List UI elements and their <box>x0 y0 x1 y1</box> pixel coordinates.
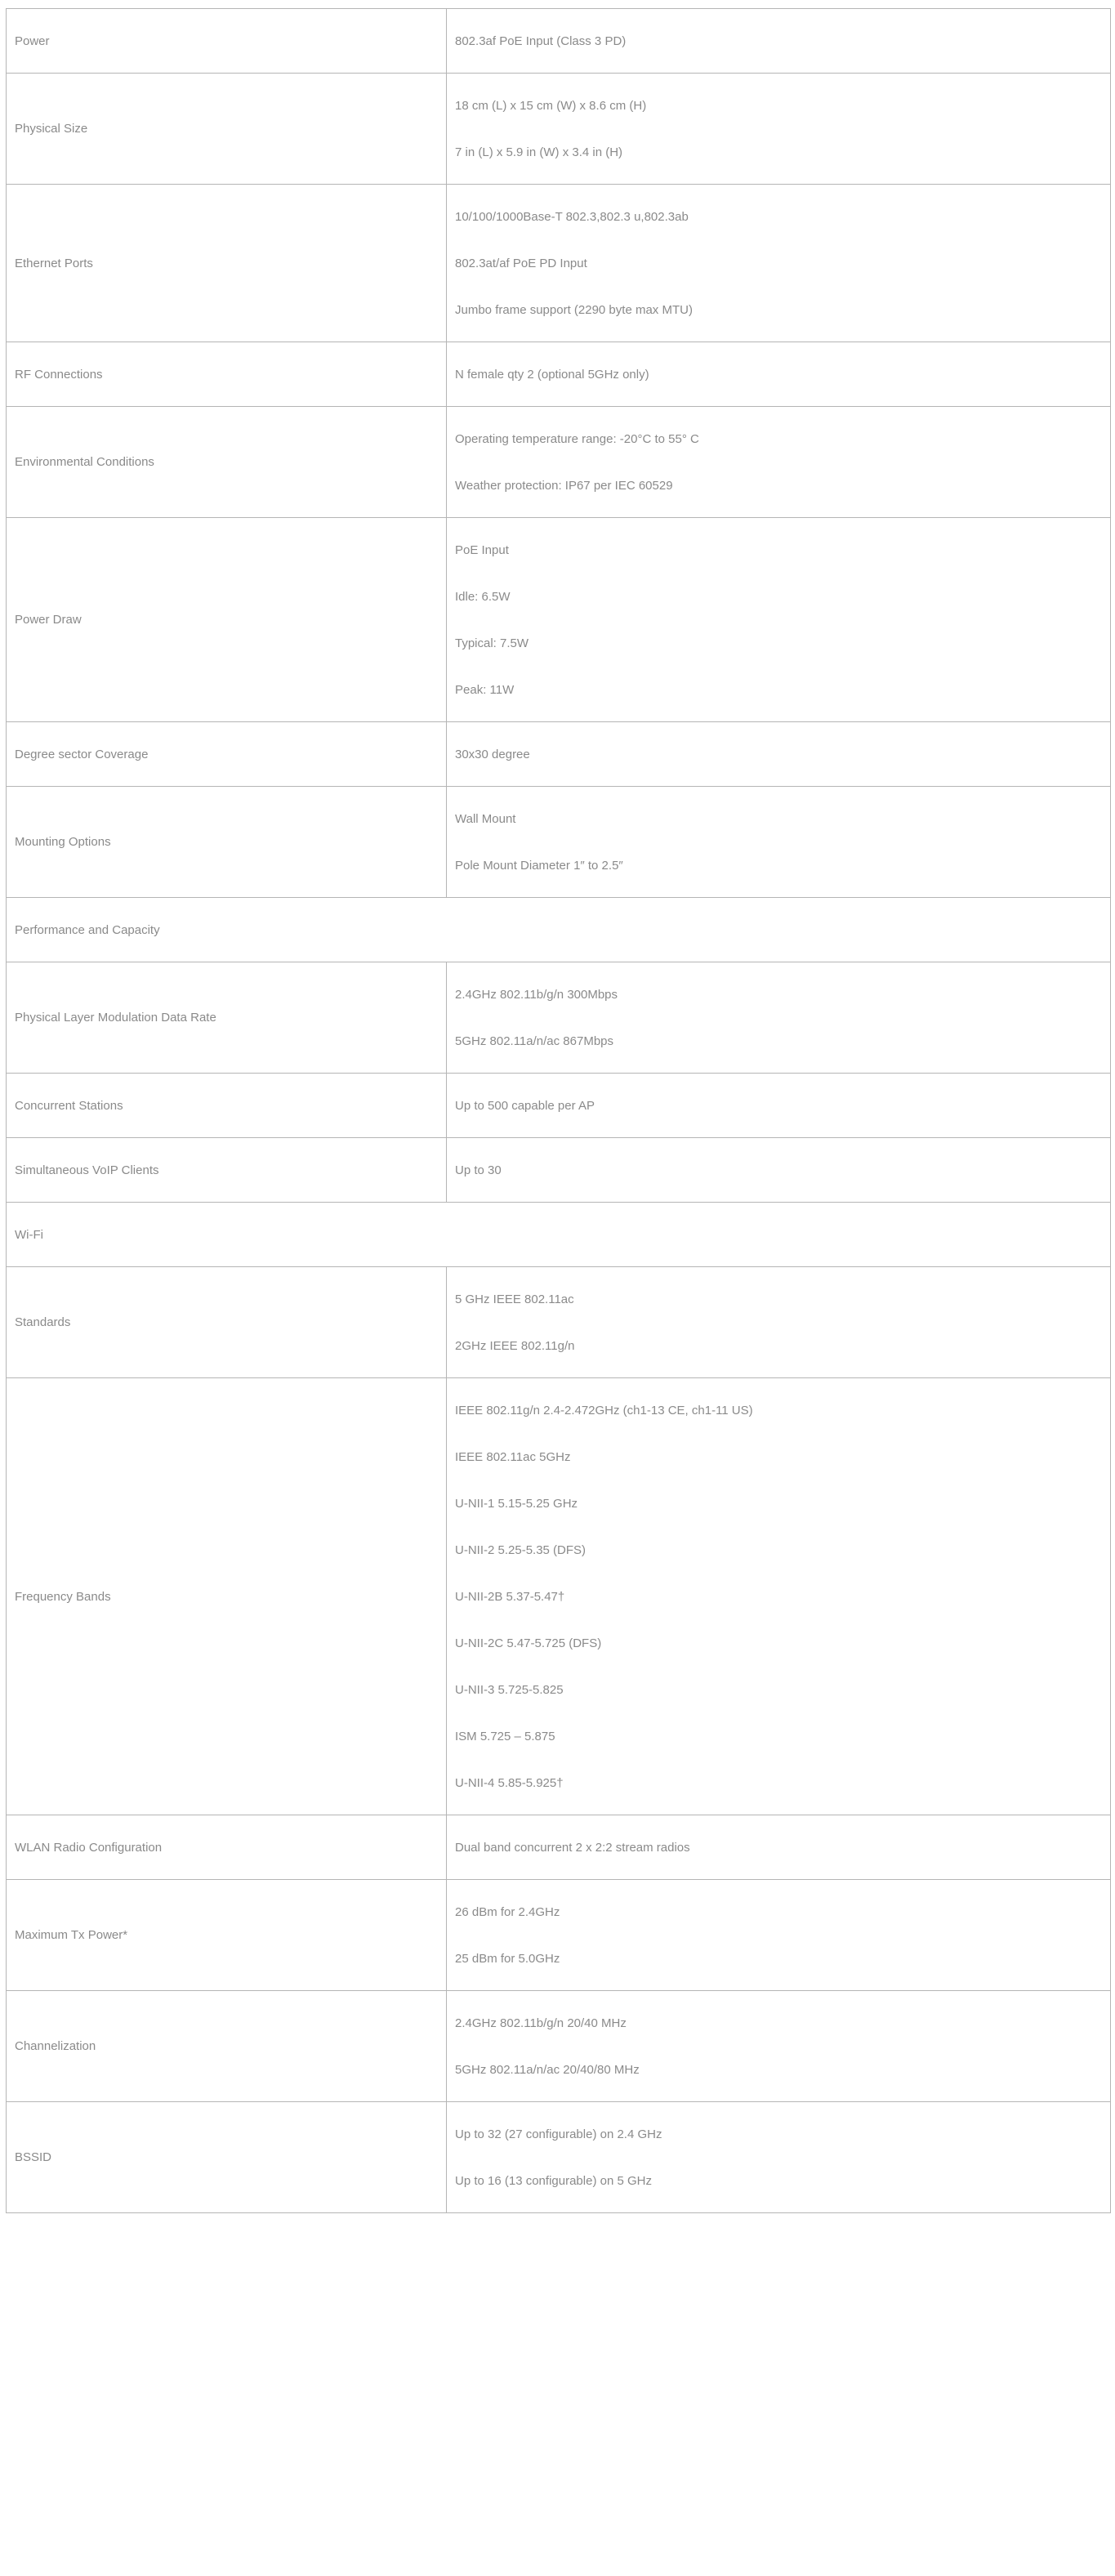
spec-value: 802.3at/af PoE PD Input <box>455 256 587 270</box>
spec-row <box>7 9 1111 74</box>
spec-value: Up to 30 <box>455 1163 502 1177</box>
spec-value: Idle: 6.5W <box>455 589 511 604</box>
spec-row <box>7 74 1111 185</box>
spec-value: 18 cm (L) x 15 cm (W) x 8.6 cm (H) <box>455 98 647 113</box>
spec-label: WLAN Radio Configuration <box>7 1815 447 1880</box>
spec-value: U-NII-1 5.15-5.25 GHz <box>455 1496 578 1511</box>
spec-value: Peak: 11W <box>455 682 515 697</box>
spec-row <box>7 1378 1111 1815</box>
spec-value-cell <box>447 2102 1111 2213</box>
spec-value: N female qty 2 (optional 5GHz only) <box>455 367 649 382</box>
spec-value: Pole Mount Diameter 1″ to 2.5″ <box>455 858 623 873</box>
spec-value: Weather protection: IP67 per IEC 60529 <box>455 478 673 493</box>
spec-value-cell <box>447 9 1111 74</box>
spec-value-cell <box>447 1267 1111 1378</box>
spec-row <box>7 1267 1111 1378</box>
spec-value: U-NII-2B 5.37-5.47† <box>455 1589 565 1604</box>
spec-value: 26 dBm for 2.4GHz <box>455 1904 560 1919</box>
spec-row <box>7 1991 1111 2102</box>
spec-value: 5GHz 802.11a/n/ac 20/40/80 MHz <box>455 2062 640 2077</box>
spec-value: 30x30 degree <box>455 747 530 761</box>
spec-row <box>7 1880 1111 1991</box>
spec-label: Maximum Tx Power* <box>7 1880 447 1991</box>
spec-label: Environmental Conditions <box>7 407 447 518</box>
spec-value-cell <box>447 722 1111 787</box>
spec-value: Typical: 7.5W <box>455 636 529 650</box>
spec-label: BSSID <box>7 2102 447 2213</box>
spec-label: Power <box>7 9 447 74</box>
section-header-row <box>7 1203 1111 1267</box>
spec-value-cell <box>447 1815 1111 1880</box>
spec-table-body <box>7 9 1111 2213</box>
spec-value: 2.4GHz 802.11b/g/n 300Mbps <box>455 987 618 1002</box>
spec-value: Up to 16 (13 configurable) on 5 GHz <box>455 2173 652 2188</box>
spec-value: Operating temperature range: -20°C to 55° C <box>455 431 699 446</box>
spec-label: Standards <box>7 1267 447 1378</box>
spec-value: Wall Mount <box>455 811 516 826</box>
spec-value: 7 in (L) x 5.9 in (W) x 3.4 in (H) <box>455 145 623 159</box>
spec-row <box>7 2102 1111 2213</box>
spec-value: 10/100/1000Base-T 802.3,802.3 u,802.3ab <box>455 209 689 224</box>
spec-value-cell <box>447 1074 1111 1138</box>
spec-value: 25 dBm for 5.0GHz <box>455 1951 560 1966</box>
spec-label: Ethernet Ports <box>7 185 447 342</box>
spec-row <box>7 1074 1111 1138</box>
spec-value: IEEE 802.11ac 5GHz <box>455 1449 571 1464</box>
spec-value: Up to 500 capable per AP <box>455 1098 595 1113</box>
spec-value: 5 GHz IEEE 802.11ac <box>455 1292 574 1306</box>
spec-value-cell <box>447 1991 1111 2102</box>
spec-value-cell <box>447 787 1111 898</box>
spec-row <box>7 185 1111 342</box>
spec-row <box>7 722 1111 787</box>
spec-value: U-NII-3 5.725-5.825 <box>455 1682 564 1697</box>
spec-label: Power Draw <box>7 518 447 722</box>
spec-table <box>6 8 1111 2213</box>
spec-value: 5GHz 802.11a/n/ac 867Mbps <box>455 1034 614 1048</box>
spec-value-cell <box>447 1880 1111 1991</box>
spec-value: PoE Input <box>455 542 509 557</box>
spec-label: Physical Size <box>7 74 447 185</box>
spec-row <box>7 1138 1111 1203</box>
spec-label: Simultaneous VoIP Clients <box>7 1138 447 1203</box>
spec-row <box>7 962 1111 1074</box>
spec-value: U-NII-2 5.25-5.35 (DFS) <box>455 1542 586 1557</box>
section-header-row <box>7 898 1111 962</box>
spec-label: RF Connections <box>7 342 447 407</box>
spec-value-cell <box>447 1138 1111 1203</box>
section-header: Performance and Capacity <box>7 898 1111 962</box>
spec-value: 2.4GHz 802.11b/g/n 20/40 MHz <box>455 2016 627 2030</box>
spec-row <box>7 342 1111 407</box>
spec-value-cell <box>447 185 1111 342</box>
spec-row <box>7 787 1111 898</box>
spec-value: 2GHz IEEE 802.11g/n <box>455 1338 575 1353</box>
spec-value: 802.3af PoE Input (Class 3 PD) <box>455 33 627 48</box>
spec-value-cell <box>447 518 1111 722</box>
spec-label: Frequency Bands <box>7 1378 447 1815</box>
spec-label: Concurrent Stations <box>7 1074 447 1138</box>
section-header: Wi-Fi <box>7 1203 1111 1267</box>
spec-value: Up to 32 (27 configurable) on 2.4 GHz <box>455 2127 662 2141</box>
spec-value-cell <box>447 1378 1111 1815</box>
spec-value: U-NII-4 5.85-5.925† <box>455 1775 564 1790</box>
spec-value: Jumbo frame support (2290 byte max MTU) <box>455 302 693 317</box>
spec-label: Mounting Options <box>7 787 447 898</box>
spec-label: Channelization <box>7 1991 447 2102</box>
spec-value-cell <box>447 342 1111 407</box>
spec-row <box>7 518 1111 722</box>
spec-row <box>7 407 1111 518</box>
spec-label: Physical Layer Modulation Data Rate <box>7 962 447 1074</box>
spec-value: ISM 5.725 – 5.875 <box>455 1729 555 1743</box>
spec-value: IEEE 802.11g/n 2.4-2.472GHz (ch1-13 CE, ch1-11 US) <box>455 1403 753 1417</box>
spec-value: Dual band concurrent 2 x 2:2 stream radios <box>455 1840 690 1855</box>
spec-label: Degree sector Coverage <box>7 722 447 787</box>
spec-value-cell <box>447 74 1111 185</box>
spec-value: U-NII-2C 5.47-5.725 (DFS) <box>455 1636 602 1650</box>
spec-row <box>7 1815 1111 1880</box>
spec-value-cell <box>447 407 1111 518</box>
spec-value-cell <box>447 962 1111 1074</box>
